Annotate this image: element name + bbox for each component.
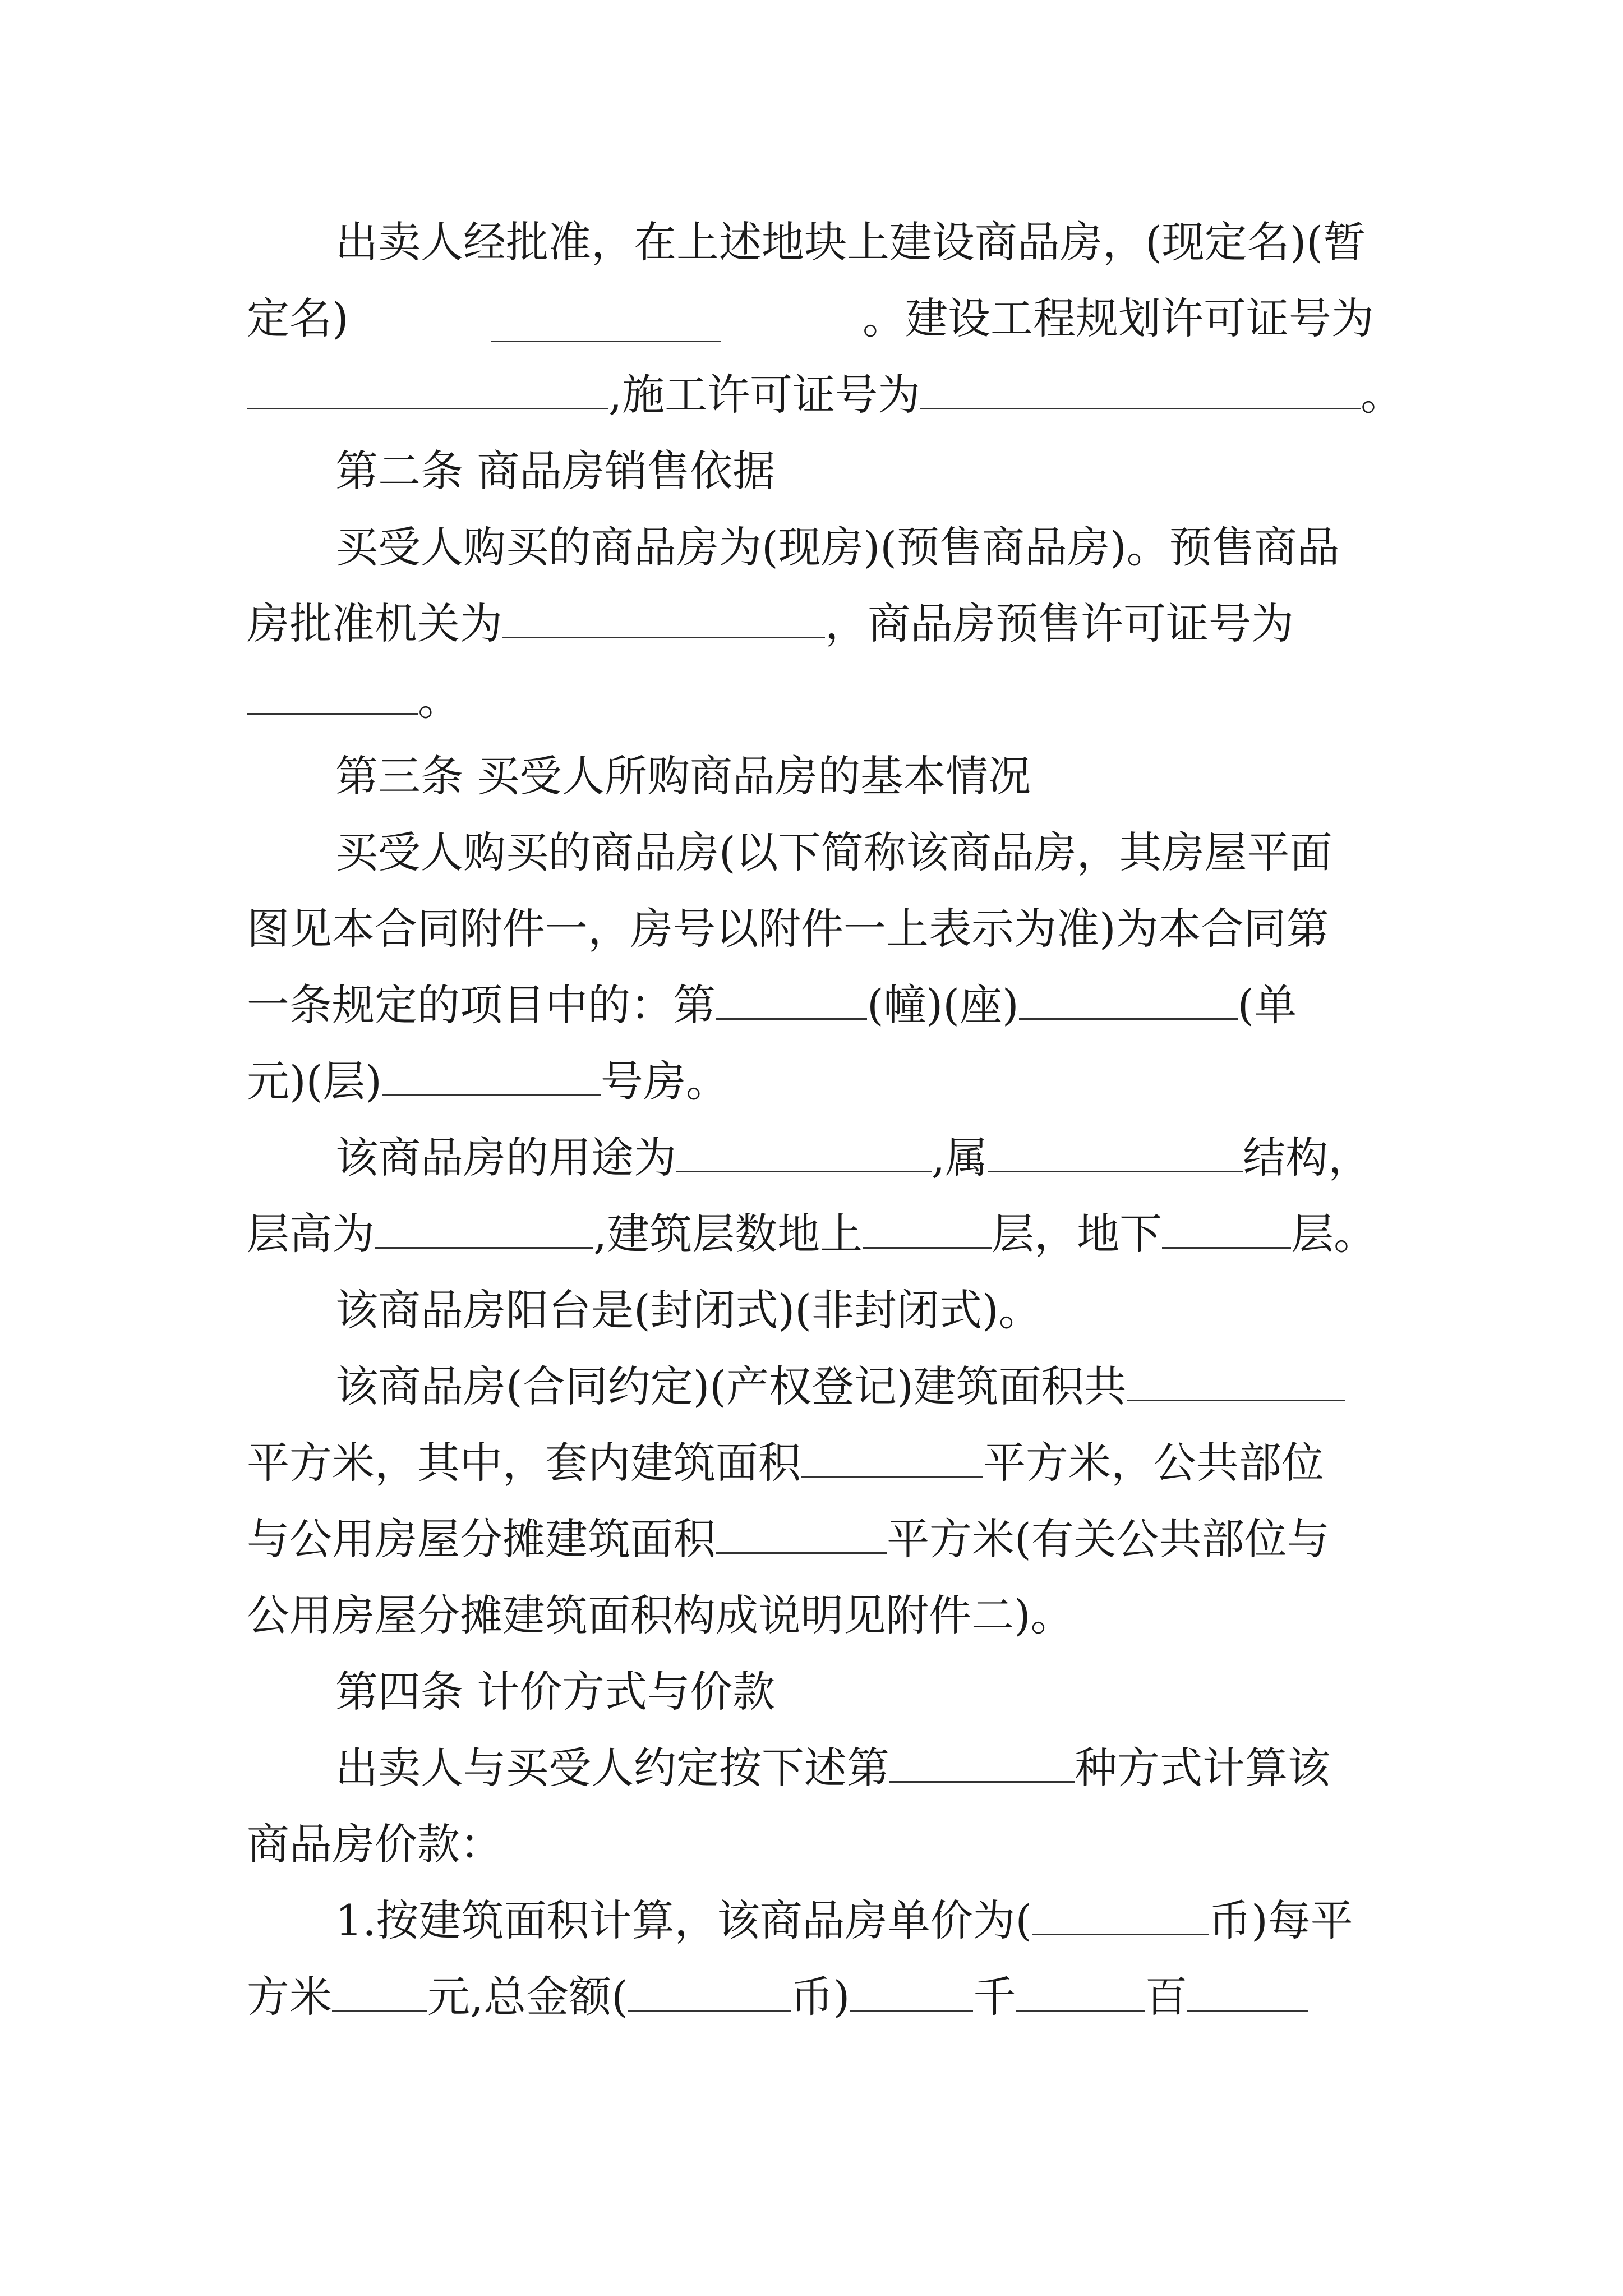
text-line [335,204,1374,280]
text-segment: 元,总金额( [427,1972,628,2022]
text-line [247,662,1374,738]
article-heading: 第四条 计价方式与价款 [335,1667,776,1717]
text-segment: 买受人购买的商品房为(现房)(预售商品房)。预售商品 [335,522,1340,572]
article-heading: 第二条 商品房销售依据 [335,446,776,496]
text-segment: 买受人购买的商品房(以下简称该商品房，其房屋平面 [335,827,1332,877]
text-segment: 币) [790,1972,850,2022]
text-segment: ，商品房预售许可证号为 [825,599,1294,648]
text-segment: 号房。 [600,1056,728,1106]
fill-blank[interactable] [863,1202,992,1249]
text-segment: 公用房屋分摊建筑面积构成说明见附件二)。 [247,1590,1073,1640]
text-line [335,1883,1374,1959]
text-segment: 平方米(有关公共部位与 [887,1514,1330,1564]
text-segment: ,施工许可证号为 [608,370,921,420]
fill-blank[interactable] [502,592,825,638]
text-line [247,357,1404,433]
text-line [247,1577,1374,1654]
fill-blank[interactable] [247,363,608,409]
text-segment: 层高为 [247,1209,375,1259]
text-line [335,1730,1374,1806]
text-segment: 币)每平 [1209,1895,1353,1945]
text-line [247,1043,1374,1120]
fill-blank[interactable] [801,1431,983,1478]
text-segment: 该商品房(合同约定)(产权登记)建筑面积共 [335,1361,1127,1411]
fill-blank[interactable] [382,1050,601,1096]
fill-blank[interactable] [491,296,721,342]
text-line [247,1196,1377,1272]
fill-blank[interactable] [375,1202,593,1249]
text-segment: (单 [1237,980,1297,1030]
fill-blank[interactable] [1187,1965,1308,2012]
text-segment: 出卖人与买受人约定按下述第 [335,1743,889,1793]
text-line [247,891,1374,967]
fill-blank[interactable] [1032,1889,1209,1935]
fill-blank[interactable] [850,1965,973,2012]
article-heading: 第三条 买受人所购商品房的基本情况 [335,751,1031,801]
fill-blank[interactable] [1016,1965,1145,2012]
text-line [335,815,1374,891]
text-segment: ,建筑层数地上 [593,1209,863,1259]
text-segment: 该商品房阳台是(封闭式)(非封闭式)。 [335,1285,1041,1335]
fill-blank[interactable] [676,1126,932,1172]
text-segment: 商品房价款： [247,1819,502,1869]
text-line [335,1120,1374,1196]
text-segment: 图见本合同附件一，房号以附件一上表示为准)为本合同第 [247,904,1329,954]
text-segment: 百 [1145,1972,1188,2022]
text-segment: 结构， [1243,1133,1371,1182]
text-line [247,1806,1374,1883]
fill-blank[interactable] [247,668,418,715]
text-line [335,1272,1374,1349]
text-line [247,280,1374,357]
text-segment: 该商品房的用途为 [335,1133,676,1182]
text-segment: 1.按建筑面积计算，该商品房单价为( [335,1895,1032,1945]
text-segment: 元)(层) [247,1056,382,1106]
text-segment: 与公用房屋分摊建筑面积 [247,1514,716,1564]
text-segment: 房批准机关为 [247,599,502,648]
text-segment: 定名) [247,293,349,343]
text-segment: ,属 [932,1133,988,1182]
text-line [335,509,1374,586]
text-segment: 层。 [1291,1209,1377,1259]
text-segment: 。 [1361,370,1404,420]
text-line [247,586,1374,662]
text-segment: 出卖人经批准，在上述地块上建设商品房，(现定名)(暂 [335,217,1366,267]
text-segment: 。建设工程规划许可证号为 [863,293,1374,343]
fill-blank[interactable] [889,1736,1075,1783]
text-segment: 方米 [247,1972,332,2022]
fill-blank[interactable] [1127,1355,1345,1401]
text-line [335,1349,1374,1425]
fill-blank[interactable] [920,363,1361,409]
text-segment: 种方式计算该 [1075,1743,1330,1793]
fill-blank[interactable] [988,1126,1243,1172]
text-line [247,1501,1374,1577]
fill-blank[interactable] [628,1965,791,2012]
text-line [247,967,1374,1043]
text-segment: 一条规定的项目中的：第 [247,980,716,1030]
text-line [247,1425,1374,1501]
text-segment: 平方米，公共部位 [983,1438,1324,1488]
fill-blank[interactable] [1162,1202,1291,1249]
fill-blank[interactable] [716,973,867,1020]
text-segment: 。 [418,675,460,725]
text-segment: 层，地下 [992,1209,1163,1259]
fill-blank[interactable] [716,1507,887,1554]
text-line [247,1959,1374,2035]
text-segment: 平方米，其中，套内建筑面积 [247,1438,801,1488]
fill-blank[interactable] [1019,973,1238,1020]
text-segment: (幢)(座) [867,980,1019,1030]
text-segment: 千 [973,1972,1016,2022]
fill-blank[interactable] [332,1965,427,2012]
